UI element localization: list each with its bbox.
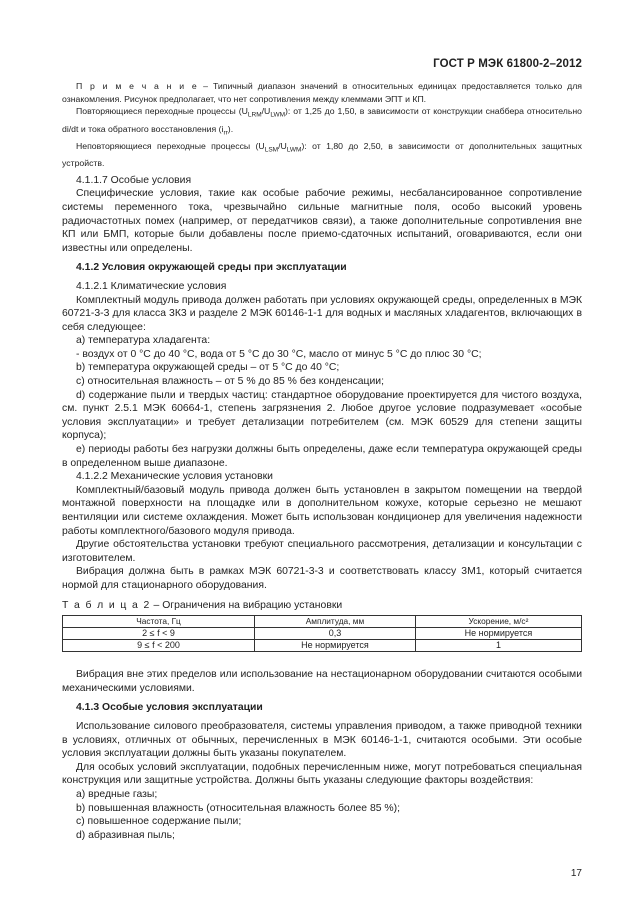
table-row — [63, 640, 582, 652]
note-label: П р и м е ч а н и е — [76, 81, 199, 91]
list-item: a) вредные газы; — [76, 788, 158, 800]
section-4122-p2: Другие обстоятельства установки требуют специального рассмотрения, детализации и консультации с изготовителем. — [62, 539, 582, 564]
table-header-cell: Ускорение, м/с² — [415, 616, 581, 628]
list-item: b) повышенная влажность (относительная влажность более 85 %); — [76, 802, 401, 814]
note-repetitive-transients: Повторяющиеся переходные процессы $(U_{LRM}/U_{LWM})$: от 1,25 до 1,50, в зависимости от конструкции снаббера относительно di/dt и тока обратного восстановления $(i_{rr})$. — [62, 106, 582, 137]
section-4122-title: 4.1.2.2 Механические условия установки — [76, 471, 273, 483]
section-4121-intro: Комплектный модуль привода должен работать при условиях окружающей среды, определенных в МЭК 60721-3-3 для класса 3К3 и разделе 2 МЭК 60146-1-1 для водных и масляных хладагентов, включающих в себя следующее: — [62, 294, 582, 333]
list-item: d) содержание пыли и твердых частиц: стандартное оборудование проектируется для чистого воздуха, см. пункт 2.5.1 МЭК 60664-1, степень загрязнения 2. Любое другое условие подразумевает «особые условия эксплуатации» и требует детализации потребителем (см. МЭК 60529 для степени защиты корпуса); — [62, 389, 582, 442]
list-item: - воздух от 0 °С до 40 °С, вода от 5 °С до 30 °С, масло от минус 5 °С до плюс 30 °С; — [76, 348, 482, 360]
table-cell: 9 ≤ f < 200 — [63, 640, 255, 652]
section-4117-text: Специфические условия, такие как особые рабочие режимы, несбалансированное сопротивление системы переменного тока, чрезвычайно сильные магнитные поля, особо высокий уровень радиочастотных помех (например, от передатчиков связи), а также дополнительные сопротивления вне КП или БМП, которые были добавлены после приемо-сдаточных испытаний, оговариваются, если они известны или определены. — [62, 188, 582, 254]
list-item: b) температура окружающей среды – от 5 °С до 40 °С; — [76, 362, 340, 374]
list-item: c) относительная влажность – от 5 % до 85 % без конденсации; — [76, 376, 384, 388]
table-cell: 0,3 — [255, 628, 416, 640]
section-413-title: 4.1.3 Особые условия эксплуатации — [76, 702, 263, 714]
note-paragraph — [62, 80, 582, 105]
section-4122-p3: Вибрация должна быть в рамках МЭК 60721-3-3 и соответствовать классу 3М1, который считается нормой для стационарного оборудования. — [62, 566, 582, 591]
after-table-text: Вибрация вне этих пределов или использование на нестационарном оборудовании считаются особыми механическими условиями. — [62, 669, 582, 694]
document-header: ГОСТ Р МЭК 61800-2–2012 — [433, 58, 582, 70]
list-item: e) периоды работы без нагрузки должны быть определены, даже если температура окружающей среды в определенном выше диапазоне. — [62, 444, 582, 469]
note-nonrepetitive-transients: Неповторяющиеся переходные процессы $(U_{LSM}/U_{LWM})$: от 1,80 до 2,50, в зависимости от дополнительных защитных устройств. — [62, 140, 582, 169]
page-content — [62, 80, 582, 842]
table-cell: 1 — [415, 640, 581, 652]
table-header-cell: Частота, Гц — [63, 616, 255, 628]
section-413-p1: Использование силового преобразователя, системы управления приводом, а также приводной техники в условиях, отличных от обычных, перечисленных в МЭК 60146-1-1, считаются особыми. Эти особые условия эксплуатации должны быть указаны покупателем. — [62, 720, 582, 760]
note-block — [62, 80, 582, 170]
table-cell: 2 ≤ f < 9 — [63, 628, 255, 640]
list-item: c) повышенное содержание пыли; — [76, 816, 242, 828]
section-4117-title: 4.1.1.7 Особые условия — [76, 174, 192, 186]
table-header-cell: Амплитуда, мм — [255, 616, 416, 628]
vibration-table — [62, 615, 582, 652]
list-item: d) абразивная пыль; — [76, 829, 175, 841]
list-item: a) температура хладагента: — [76, 335, 211, 347]
section-4122-p1: Комплектный/базовый модуль привода должен быть установлен в закрытом помещении на твердой монтажной поверхности на площадке или в дополнительном кожухе, которые серьезно не мешают вентиляции или системе охлаждения. Может быть использован кондиционер для увеличения надежности работы комплектного/базового модуля привода. — [62, 484, 582, 537]
section-412-title: 4.1.2 Условия окружающей среды при эксплуатации — [76, 262, 347, 274]
table-cell: Не нормируется — [415, 628, 581, 640]
page-number: 17 — [570, 868, 582, 879]
table-cell: Не нормируется — [255, 640, 416, 652]
table-caption: Т а б л и ц а 2 – Ограничения на вибрацию установки — [62, 599, 343, 611]
section-4121-title: 4.1.2.1 Климатические условия — [76, 280, 227, 292]
note-text: – Типичный диапазон значений в относительных единицах предоставляется только для ознакомления. Рисунок предполагает, что нет сопротивления между клеммами ЭПТ и КП. — [62, 81, 582, 104]
table-header-row — [63, 616, 582, 628]
section-413-p2: Для особых условий эксплуатации, подобных перечисленным ниже, могут потребоваться специальная конструкция или защитные устройства. Должны быть указаны следующие факторы воздействия: — [62, 761, 582, 787]
table-row — [63, 628, 582, 640]
